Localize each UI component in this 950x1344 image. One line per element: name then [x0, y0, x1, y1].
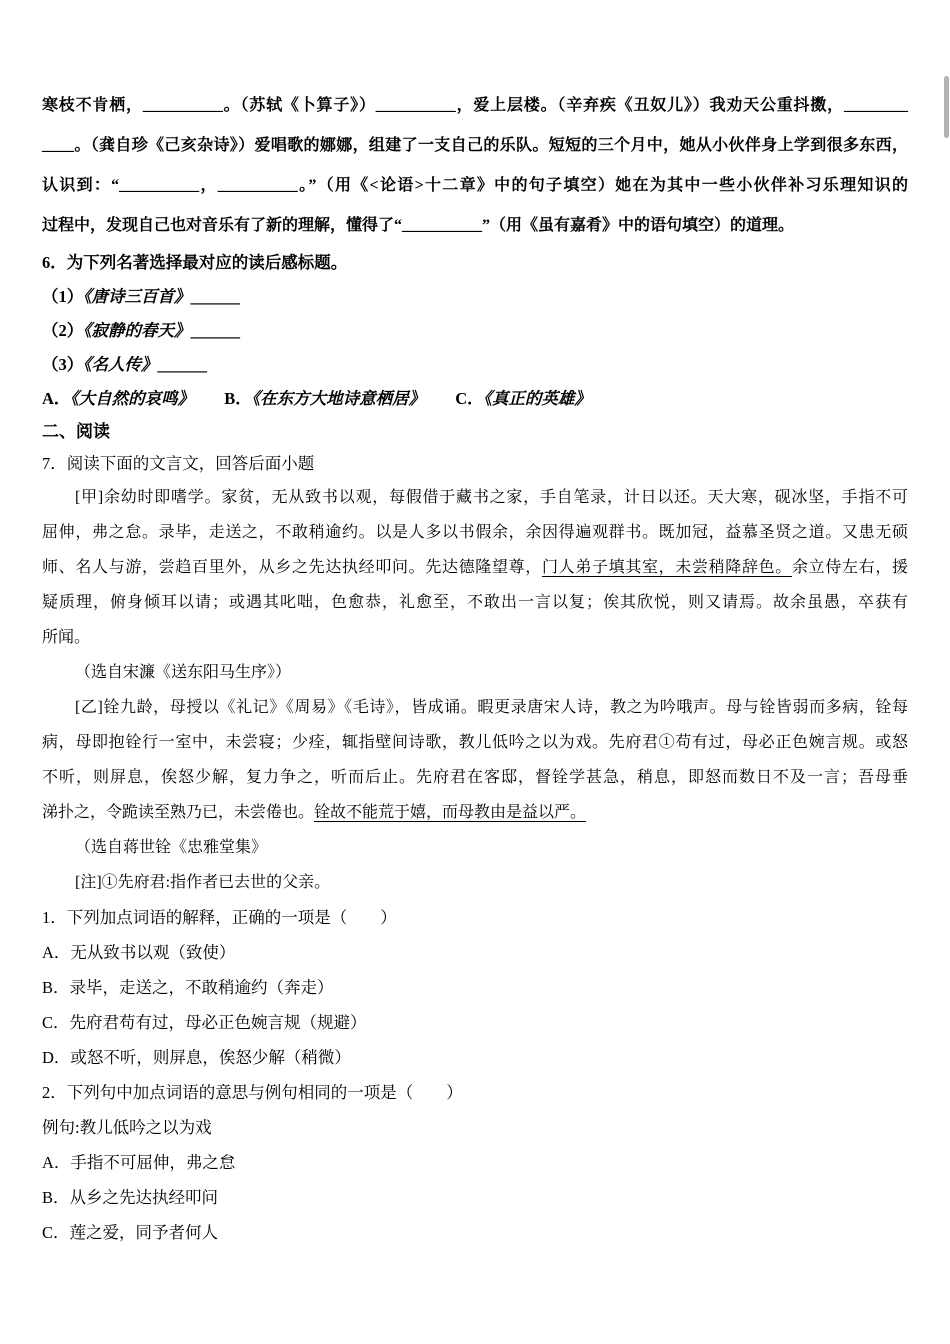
question-6 — [42, 246, 908, 416]
book-title: 《名人传》 — [83, 355, 158, 374]
passage-text: 师、名人与游，尝趋百里外，从乡之先达执经叩问。先达德隆望尊， — [42, 559, 542, 576]
passage-line: 所闻。 — [42, 629, 91, 646]
option-label: B． — [224, 389, 252, 408]
fill-blank-line-4: 过程中，发现自己也对音乐有了新的理解，懂得了“__________”（用《虽有嘉肴》中的语句填空）的道理。 — [42, 217, 795, 234]
option-title: 《真正的英雄》 — [483, 389, 591, 408]
underlined-text: 铨故不能荒于嬉，而母教由是益以严。 — [314, 804, 587, 821]
sub-question-2 — [42, 1075, 908, 1250]
question-7-stem: 7．阅读下面的文言文，回答后面小题 — [42, 454, 315, 473]
passage-note: [注]①先府君:指作者已去世的父亲。 — [75, 874, 331, 891]
sub-question-1 — [42, 900, 908, 1075]
book-title: 《唐诗三百首》 — [83, 287, 191, 306]
item-prefix: （3） — [42, 355, 84, 374]
choice-b: B．录毕，走送之，不敢稍逾约（奔走） — [42, 978, 334, 997]
question-6-item-1 — [42, 280, 908, 314]
passage-line: 不听，则屏息，俟怒少解，复力争之，听而后止。先府君在客邸，督铨学甚急，稍息，即怒而数日不及一言；吾母垂 — [42, 769, 908, 786]
option-b — [224, 389, 425, 408]
option-title: 《在东方大地诗意栖居》 — [251, 389, 426, 408]
passage-yi — [42, 690, 908, 900]
book-title: 《寂静的春天》 — [83, 321, 191, 340]
choice-c: C．莲之爱，同予者何人 — [42, 1223, 219, 1242]
passage-line: [乙]铨九龄，母授以《礼记》《周易》《毛诗》，皆成诵。暇更录唐宋人诗，教之为吟哦声。母与铨皆弱而多病，铨每 — [75, 699, 908, 716]
section-heading: 二、阅读 — [42, 422, 110, 441]
item-prefix: （1） — [42, 287, 84, 306]
choice-a: A．无从致书以观（致使） — [42, 943, 236, 962]
passage-line — [42, 795, 908, 830]
sub-question-2-stem: 2．下列句中加点词语的意思与例句相同的一项是（ ） — [42, 1083, 463, 1102]
sub-question-1-stem: 1．下列加点词语的解释，正确的一项是（ ） — [42, 908, 397, 927]
underlined-text: 门人弟子填其室，未尝稍降辞色。 — [541, 559, 792, 576]
fill-blank-line-2: ____。（龚自珍《己亥杂诗》）爱唱歌的娜娜，组建了一支自己的乐队。短短的三个月中，她从小伙伴身上学到很多东西， — [42, 137, 908, 154]
question-6-item-3 — [42, 348, 908, 382]
option-a — [42, 389, 194, 408]
example-sentence: 例句:教儿低吟之以为戏 — [42, 1118, 212, 1137]
choice-c: C．先府君苟有过，母必正色婉言规（规避） — [42, 1013, 367, 1032]
question-6-stem: 6．为下列名著选择最对应的读后感标题。 — [42, 253, 348, 272]
question-6-options — [42, 382, 908, 416]
item-prefix: （2） — [42, 321, 84, 340]
option-label: C． — [455, 389, 484, 408]
choice-d: D．或怒不听，则屏息，俟怒少解（稍微） — [42, 1048, 351, 1067]
passage-line: [甲]余幼时即嗜学。家贫，无从致书以观，每假借于藏书之家，手自笔录，计日以还。天大寒，砚冰坚，手指不可 — [75, 489, 908, 506]
passage-jia — [42, 480, 908, 690]
fill-blank-line-3: 认识到：“__________，__________。”（用《<论语>十二章》中的句子填空）她在为其中一些小伙伴补习乐理知识的 — [42, 177, 908, 194]
passage-line: 病，母即抱铨行一室中，未尝寝；少痊，辄指壁间诗歌，教儿低吟之以为戏。先府君①苟有过，母必正色婉言规。或怒 — [42, 734, 908, 751]
passage-jia-source: （选自宋濂《送东阳马生序》） — [75, 664, 292, 681]
passage-text: 余立侍左右，援 — [791, 559, 908, 576]
passage-line: 疑质理，俯身倾耳以请；或遇其叱咄，色愈恭，礼愈至，不敢出一言以复；俟其欣悦，则又请焉。故余虽愚，卒获有 — [42, 594, 908, 611]
question-6-item-2 — [42, 314, 908, 348]
question-5-paragraph — [42, 86, 908, 246]
answer-blank: ______ — [190, 321, 240, 340]
answer-blank: ______ — [190, 287, 240, 306]
option-c — [455, 389, 591, 408]
passage-line — [42, 550, 908, 585]
option-label: A． — [42, 389, 71, 408]
choice-a: A．手指不可屈伸，弗之怠 — [42, 1153, 236, 1172]
answer-blank: ______ — [157, 355, 207, 374]
scrollbar-thumb[interactable] — [944, 76, 949, 138]
passage-yi-source: （选自蒋世铨《忠雅堂集》 — [75, 839, 268, 856]
option-title: 《大自然的哀鸣》 — [70, 389, 195, 408]
passage-text: 涕扑之，令跪读至熟乃已，未尝倦也。 — [42, 804, 315, 821]
fill-blank-line-1: 寒枝不肯栖，__________。（苏轼《卜算子》）__________，爱上层楼。（辛弃疾《丑奴儿》）我劝天公重抖擞，________ — [42, 97, 908, 114]
passage-line: 屈伸，弗之怠。录毕，走送之，不敢稍逾约。以是人多以书假余，余因得遍观群书。既加冠，益慕圣贤之道。又患无硕 — [42, 524, 908, 541]
choice-b: B．从乡之先达执经叩问 — [42, 1188, 219, 1207]
